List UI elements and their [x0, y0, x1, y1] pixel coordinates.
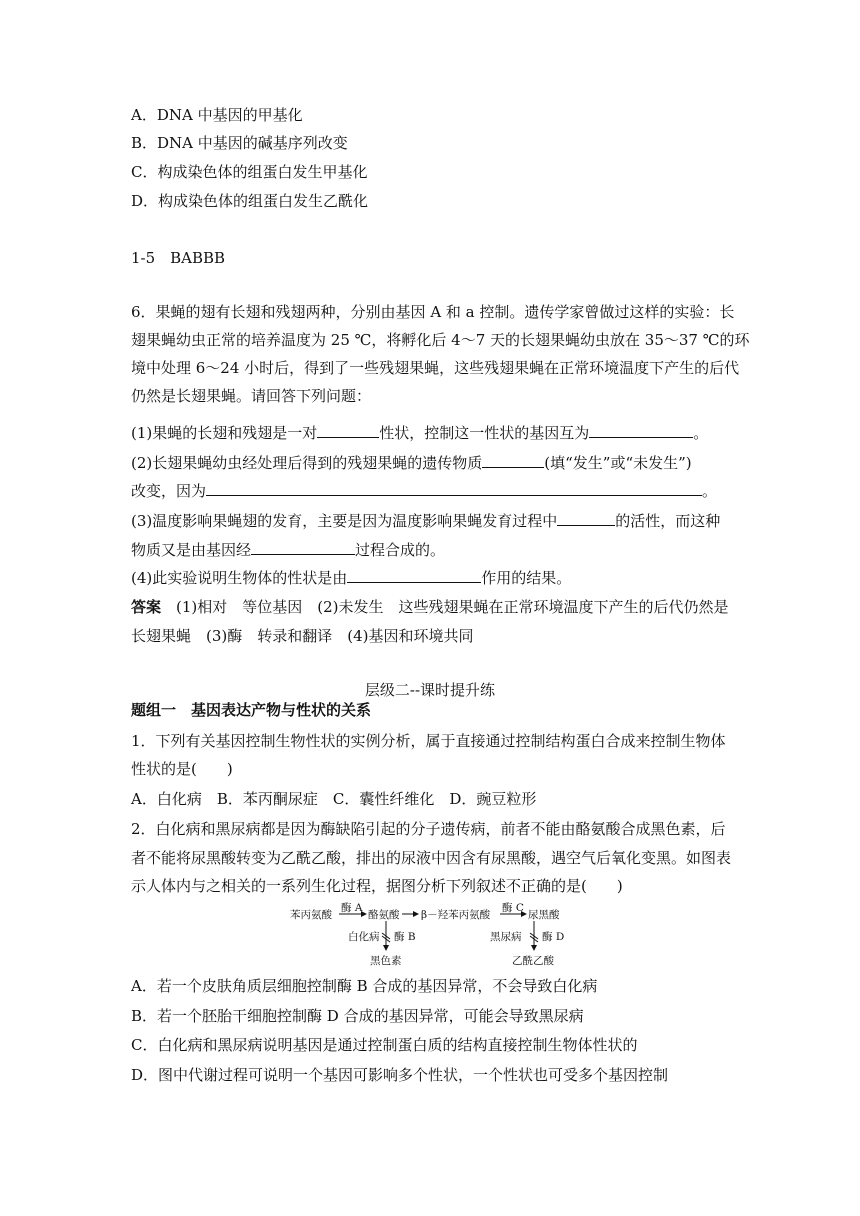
q6-part4: [131, 567, 571, 588]
q6-stem-line: 6．果蝇的翅有长翅和残翅两种，分别由基因 A 和 a 控制。遗传学家曾做过这样的实验：长: [131, 303, 735, 321]
option-b: B．DNA 中基因的碱基序列改变: [131, 134, 348, 152]
enzyme-d-label: 酶 D: [542, 931, 565, 943]
q6-part3: [131, 510, 720, 531]
enzyme-a-label: 酶 A: [341, 902, 363, 914]
q2-stem-line: 者不能将尿黑酸转变为乙酰乙酸，排出的尿液中因含有尿黑酸，遇空气后氧化变黑。如图表: [131, 849, 732, 867]
answer-blank[interactable]: [251, 539, 355, 555]
enzyme-c-label: 酶 C: [502, 902, 524, 914]
q1-stem-line: 性状的是( ): [131, 760, 233, 778]
answer-blank[interactable]: [482, 452, 544, 468]
q6-part2-text-d: 。: [702, 482, 718, 500]
q6-stem-line: 翅果蝇幼虫正常的培养温度为 25 ℃，将孵化后 4～7 天的长翅果蝇幼虫放在 35～37 ℃的环: [131, 331, 750, 349]
answer-blank[interactable]: [347, 567, 481, 583]
q2-option-b: B．若一个胚胎干细胞控制酶 D 合成的基因异常，可能会导致黑尿病: [131, 1007, 584, 1025]
option-a: A．DNA 中基因的甲基化: [131, 106, 303, 124]
answer-key: 1-5 BABBB: [131, 249, 226, 267]
option-d: D．构成染色体的组蛋白发生乙酰化: [131, 192, 369, 210]
section-title: 层级二--课时提升练: [364, 681, 496, 699]
phenylalanine-label: 苯丙氨酸: [290, 909, 332, 921]
answer-label: 答案: [131, 598, 162, 616]
q2-option-a: A．若一个皮肤角质层细胞控制酶 B 合成的基因异常，不会导致白化病: [131, 977, 598, 995]
q6-part3-text-d: 过程合成的。: [355, 541, 446, 559]
answer-blank[interactable]: [206, 480, 702, 496]
q1-options: A．白化病 B．苯丙酮尿症 C．囊性纤维化 D．豌豆粒形: [131, 790, 537, 808]
enzyme-b-label: 酶 B: [394, 931, 416, 943]
q1-stem-line: 1．下列有关基因控制生物性状的实例分析，属于直接通过控制结构蛋白合成来控制生物体: [131, 732, 726, 750]
hydroxy-phenylalanine-label: β－羟苯丙氨酸: [421, 909, 491, 921]
metabolic-pathway-diagram: [290, 902, 580, 968]
alkaptonuria-label: 黑尿病: [490, 931, 522, 943]
acetoacetic-acid-label: 乙酰乙酸: [512, 955, 554, 967]
q2-option-c: C．白化病和黑尿病说明基因是通过控制蛋白质的结构直接控制生物体性状的: [131, 1036, 638, 1054]
q6-part3-text-a: (3)温度影响果蝇翅的发育，主要是因为温度影响果蝇发育过程中: [131, 512, 558, 530]
albinism-label: 白化病: [348, 931, 380, 943]
option-c: C．构成染色体的组蛋白发生甲基化: [131, 163, 368, 181]
answer-text: (1)相对 等位基因 (2)未发生 这些残翅果蝇在正常环境温度下产生的后代仍然是: [161, 598, 729, 616]
q2-option-d: D．图中代谢过程可说明一个基因可影响多个性状，一个性状也可受多个基因控制: [131, 1066, 669, 1084]
q6-answer: [131, 597, 729, 617]
q2-stem-line: 示人体内与之相关的一系列生化过程，据图分析下列叙述不正确的是( ): [131, 877, 623, 895]
q6-part1-text-a: (1)果蝇的长翅和残翅是一对: [131, 424, 318, 442]
group-title: 题组一 基因表达产物与性状的关系: [131, 701, 372, 719]
q6-part2-text-c: 改变，因为: [131, 482, 207, 500]
q6-part2-cont: [131, 480, 717, 501]
q6-stem-line: 仍然是长翅果蝇。请回答下列问题：: [131, 387, 372, 405]
q6-part3-cont: [131, 539, 445, 560]
q6-part2: [131, 452, 692, 473]
q6-stem-line: 境中处理 6～24 小时后，得到了一些残翅果蝇，这些残翅果蝇在正常环境温度下产生的后代: [131, 359, 740, 377]
tyrosine-label: 酪氨酸: [368, 909, 400, 921]
q6-part4-text-b: 作用的结果。: [481, 569, 572, 587]
q6-part1: [131, 422, 708, 443]
q6-part3-text-c: 物质又是由基因经: [131, 541, 252, 559]
melanin-label: 黑色素: [370, 955, 402, 967]
answer-blank[interactable]: [589, 422, 693, 438]
answer-blank[interactable]: [317, 422, 379, 438]
homogentisic-acid-label: 尿黑酸: [528, 909, 560, 921]
q6-answer-cont: 长翅果蝇 (3)酶 转录和翻译 (4)基因和环境共同: [131, 627, 474, 645]
q6-part1-text-c: 。: [693, 424, 709, 442]
q6-part2-text-b: (填“发生”或“未发生”): [544, 454, 692, 472]
q2-stem-line: 2．白化病和黑尿病都是因为酶缺陷引起的分子遗传病，前者不能由酪氨酸合成黑色素，后: [131, 820, 726, 838]
q6-part4-text-a: (4)此实验说明生物体的性状是由: [131, 569, 348, 587]
q6-part2-text-a: (2)长翅果蝇幼虫经处理后得到的残翅果蝇的遗传物质: [131, 454, 483, 472]
q6-part3-text-b: 的活性，而这种: [615, 512, 721, 530]
q6-part1-text-b: 性状，控制这一性状的基因互为: [379, 424, 590, 442]
answer-blank[interactable]: [557, 510, 615, 526]
